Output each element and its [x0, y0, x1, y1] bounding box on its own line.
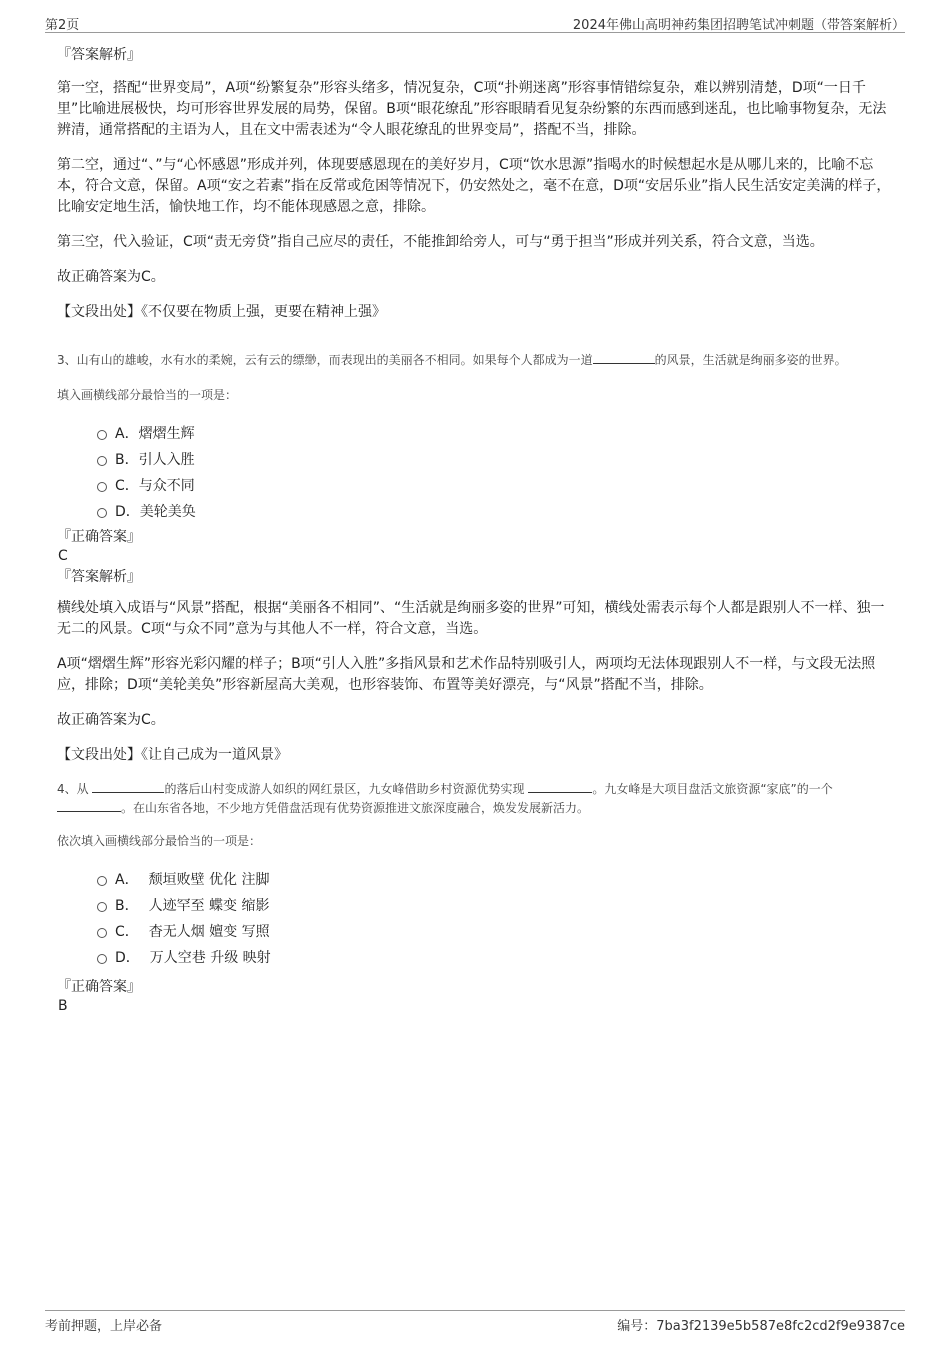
document-title: 2024年佛山高明神药集团招聘笔试冲刺题（带答案解析） [572, 18, 905, 33]
analysis-paragraph: 第二空，通过“、”与“心怀感恩”形成并列，体现要感恩现在的美好岁月，C项“饮水思源”指喝水的时候想起水是从哪儿来的，比喻不忘本，符合文意，保留。A项“安之若素”指在反常或危困等情况下，仍安然处之，毫不在意，D项“安居乐业”指人民生活安定美满的样子，比喻安定地生活，愉快地工作，均不能体现感恩之意，排除。 [57, 157, 891, 215]
question-prompt: 填入画横线部分最恰当的一项是： [57, 388, 238, 402]
option-d[interactable]: D． 万人空巷 升级 映射 [57, 945, 892, 971]
correct-answer: B [58, 998, 68, 1014]
option-d[interactable]: D．美轮美奂 [57, 499, 892, 525]
page-content [57, 45, 892, 1015]
stem-text: 的风景，生活就是绚丽多姿的世界。 [654, 353, 847, 367]
option-list [57, 421, 892, 525]
correct-answer: C [58, 548, 68, 564]
answer-label: 『正确答案』 [57, 979, 141, 995]
question-stem: 4、从 的落后山村变成游人如织的网红景区，九女峰借助乡村资源优势实现 。九女峰是大项目盘活文旅资源“家底”的一个 。在山东省各地，不少地方凭借盘活现有优势资源推进文旅深度融合，焕发发展新活力。 [57, 782, 833, 815]
stem-text: 3、山有山的雄峻，水有水的柔婉，云有云的缥缈，而表现出的美丽各不相同。如果每个人都成为一道 [57, 353, 593, 367]
analysis-label: 『答案解析』 [57, 47, 141, 63]
radio-icon[interactable] [97, 876, 107, 886]
radio-icon[interactable] [97, 954, 107, 964]
fill-blank [92, 780, 164, 793]
analysis-conclusion: 故正确答案为C。 [57, 269, 165, 285]
fill-blank [57, 799, 121, 812]
option-b[interactable]: B． 人迹罕至 蝶变 缩影 [57, 893, 892, 919]
passage-source: 【文段出处】《让自己成为一道风景》 [57, 747, 288, 763]
radio-icon[interactable] [97, 928, 107, 938]
radio-icon[interactable] [97, 508, 107, 518]
footer-slogan: 考前押题，上岸必备 [45, 1319, 163, 1334]
option-b[interactable]: B．引人入胜 [57, 447, 892, 473]
fill-blank [528, 780, 592, 793]
radio-icon[interactable] [97, 430, 107, 440]
option-c[interactable]: C．与众不同 [57, 473, 892, 499]
option-list [57, 867, 892, 971]
analysis-label: 『答案解析』 [57, 569, 141, 585]
question-stem [57, 351, 892, 370]
page-number: 第2页 [45, 18, 80, 33]
radio-icon[interactable] [97, 482, 107, 492]
page-header [45, 12, 905, 33]
analysis-paragraph: 横线处填入成语与“风景”搭配，根据“美丽各不相同”、“生活就是绚丽多姿的世界”可知，横线处需表示每个人都是跟别人不一样、独一无二的风景。C项“与众不同”意为与其他人不一样，符合文意，当选。 [57, 600, 885, 637]
option-a[interactable]: A． 颓垣败壁 优化 注脚 [57, 867, 892, 893]
analysis-paragraph: 第三空，代入验证，C项“责无旁贷”指自己应尽的责任，不能推卸给旁人，可与“勇于担当”形成并列关系，符合文意，当选。 [57, 234, 824, 250]
fill-blank [593, 351, 655, 364]
option-c[interactable]: C． 杳无人烟 嬗变 写照 [57, 919, 892, 945]
analysis-paragraph: 第一空，搭配“世界变局”，A项“纷繁复杂”形容头绪多，情况复杂，C项“扑朔迷离”形容事情错综复杂，难以辨别清楚，D项“一日千里”比喻进展极快，均可形容世界发展的局势，保留。B项“眼花缭乱”形容眼睛看见复杂纷繁的东西而感到迷乱，也比喻事物复杂，无法辨清，通常搭配的主语为人，且在文中需表述为“令人眼花缭乱的世界变局”，搭配不当，排除。 [57, 80, 887, 138]
analysis-paragraph: A项“熠熠生辉”形容光彩闪耀的样子；B项“引人入胜”多指风景和艺术作品特别吸引人，两项均无法体现跟别人不一样，与文段无法照应，排除；D项“美轮美奂”形容新屋高大美观，也形容装饰、布置等美好漂亮，与“风景”搭配不当，排除。 [57, 656, 876, 693]
question-prompt: 依次填入画横线部分最恰当的一项是： [57, 834, 262, 848]
question-3 [57, 351, 892, 766]
passage-source: 【文段出处】《不仅要在物质上强，更要在精神上强》 [57, 304, 386, 320]
radio-icon[interactable] [97, 902, 107, 912]
radio-icon[interactable] [97, 456, 107, 466]
page-footer [45, 1310, 905, 1333]
question-4 [57, 780, 892, 1015]
q2-analysis [57, 45, 892, 323]
option-a[interactable]: A．熠熠生辉 [57, 421, 892, 447]
document-id: 编号：7ba3f2139e5b587e8fc2cd2f9e9387ce [617, 1319, 905, 1334]
answer-label: 『正确答案』 [57, 529, 141, 545]
analysis-conclusion: 故正确答案为C。 [57, 712, 165, 728]
